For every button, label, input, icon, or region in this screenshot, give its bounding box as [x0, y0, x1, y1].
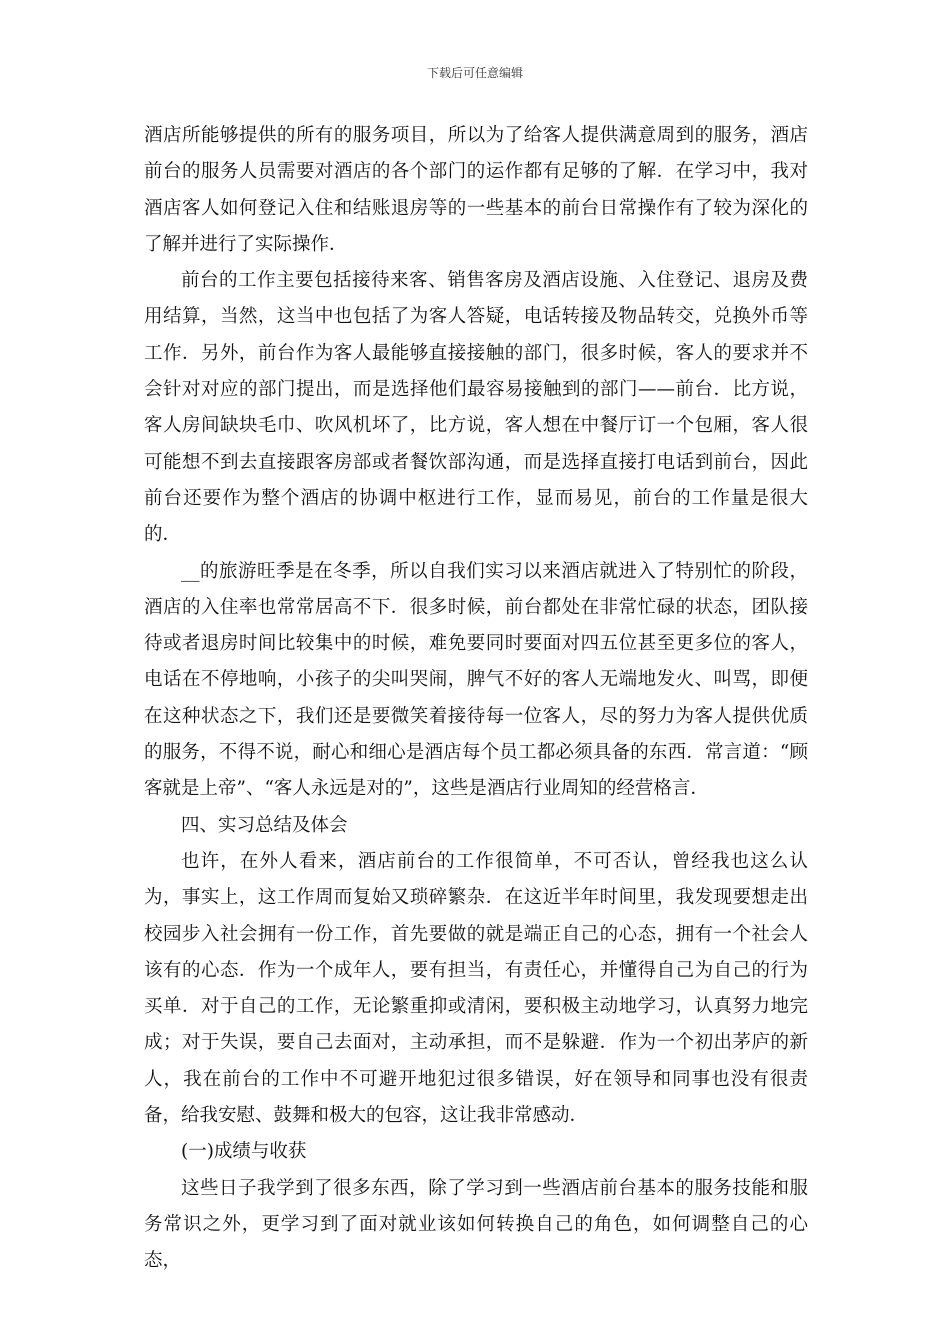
paragraph-1: 酒店所能够提供的所有的服务项目，所以为了给客人提供满意周到的服务，酒店前台的服务人员需要对酒店的各个部门的运作都有足够的了解．在学习中，我对酒店客人如何登记入住和结账退房等的一些基本的前台日常操作有了较为深化的了解并进行了实际操作． [144, 125, 808, 255]
page-header: 下载后可任意编辑 [426, 66, 523, 80]
paragraph-4: 也许，在外人看来，酒店前台的工作很简单，不可否认，曾经我也这么认为，事实上，这工作周而复始又琐碎繁杂．在这近半年时间里，我发现要想走出校园步入社会拥有一份工作，首先要做的就是端正自己的心态，拥有一个社会人该有的心态．作为一个成年人，要有担当，有责任心，并懂得自己为自己的行为买单．对于自己的工作，无论繁重抑或清闲，要积极主动地学习，认真努力地完成；对于失误，要自己去面对，主动承担，而不是躲避．作为一个初出茅庐的新人，我在前台的工作中不可避开地犯过很多错误，好在领导和同事也没有很责备，给我安慰、鼓舞和极大的包容，这让我非常感动． [144, 850, 808, 1127]
paragraph-2: 前台的工作主要包括接待来客、销售客房及酒店设施、入住登记、退房及费用结算，当然，这当中也包括了为客人答疑，电话转接及物品转交，兑换外币等工作．另外，前台作为客人最能够直接接触的部门，很多时候，客人的要求并不会针对对应的部门提出，而是选择他们最容易接触到的部门——前台．比方说，客人房间缺块毛巾、吹风机坏了，比方说，客人想在中餐厅订一个包厢，客人很可能想不到去直接跟客房部或者餐饮部沟通，而是选择直接打电话到前台，因此前台还要作为整个酒店的协调中枢进行工作，显而易见，前台的工作量是很大的． [144, 270, 808, 546]
document-body [144, 118, 808, 1280]
section-heading-summary: 四、实习总结及体会 [181, 814, 348, 836]
subsection-heading-achievements: (一)成绩与收获 [181, 1141, 307, 1163]
paragraph-5: 这些日子我学到了很多东西，除了学习到一些酒店前台基本的服务技能和服务常识之外，更学习到了面对就业该如何转换自己的角色，如何调整自己的心态， [144, 1177, 808, 1272]
paragraph-3: __的旅游旺季是在冬季，所以自我们实习以来酒店就进入了特别忙的阶段，酒店的入住率也常常居高不下．很多时候，前台都处在非常忙碌的状态，团队接待或者退房时间比较集中的时候，难免要同时要面对四五位甚至更多位的客人，电话在不停地响，小孩子的尖叫哭闹，脾气不好的客人无端地发火、叫骂，即便在这种状态之下，我们还是要微笑着接待每一位客人，尽的努力为客人提供优质的服务，不得不说，耐心和细心是酒店每个员工都必须具备的东西．常言道：“顾客就是上帝”、“客人永远是对的”，这些是酒店行业周知的经营格言． [144, 560, 808, 800]
